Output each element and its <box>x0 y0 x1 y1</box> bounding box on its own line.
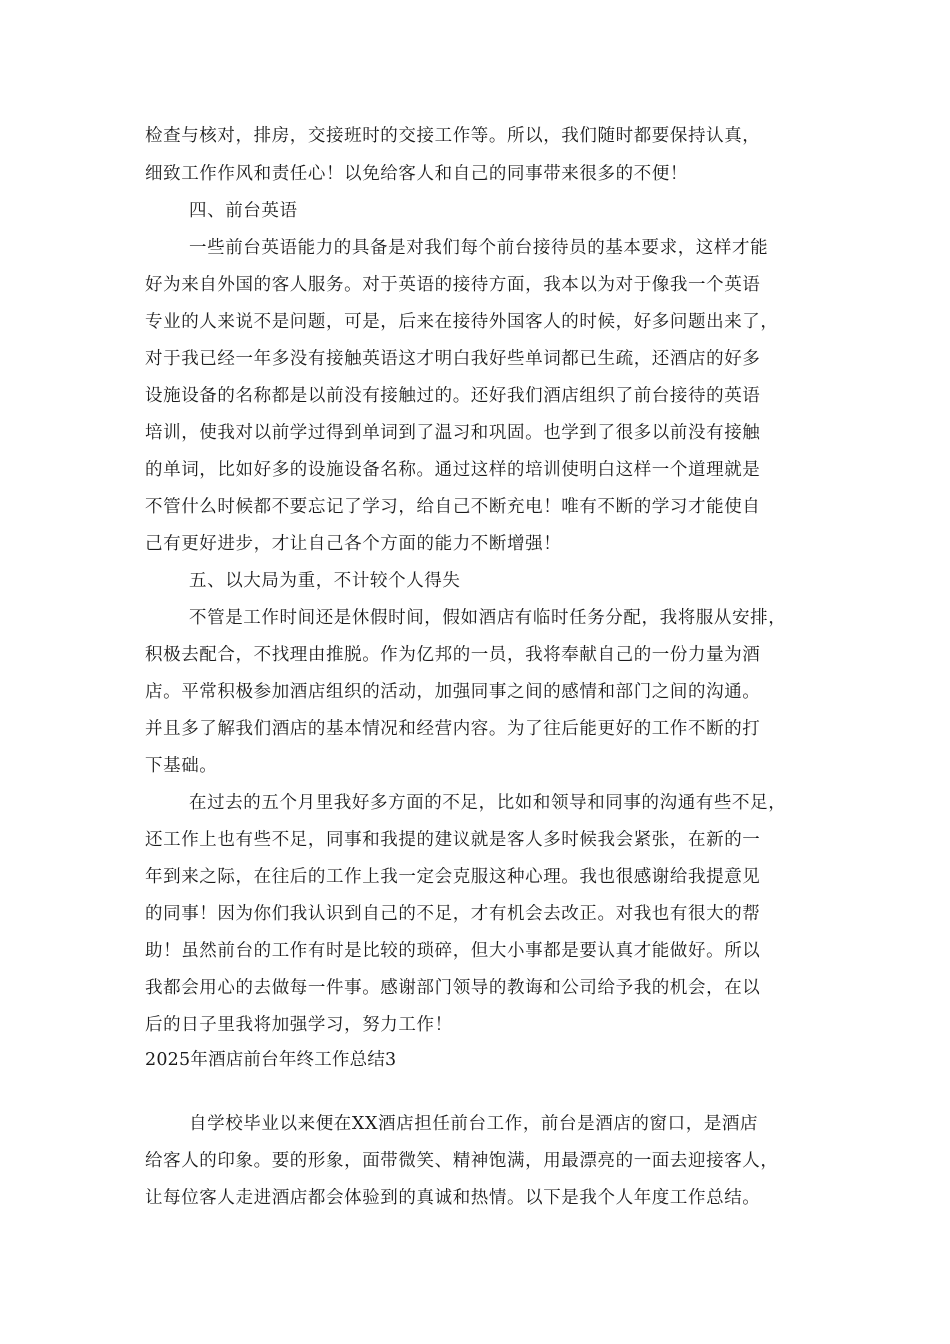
body-text-line: 不管什么时候都不要忘记了学习，给自己不断充电！唯有不断的学习才能使自 <box>145 497 761 517</box>
body-text-line: 不管是工作时间还是休假时间，假如酒店有临时任务分配，我将服从安排， <box>189 608 787 628</box>
body-text-line: 检查与核对，排房，交接班时的交接工作等。所以，我们随时都要保持认真， <box>145 126 761 146</box>
body-text-line: 并且多了解我们酒店的基本情况和经营内容。为了往后能更好的工作不断的打 <box>145 719 761 739</box>
body-text-line: 下基础。 <box>145 756 218 776</box>
body-text-line: 后的日子里我将加强学习，努力工作！ <box>145 1015 453 1035</box>
body-text-line: 还工作上也有些不足，同事和我提的建议就是客人多时候我会紧张，在新的一 <box>145 830 761 850</box>
body-text-line: 助！虽然前台的工作有时是比较的琐碎，但大小事都是要认真才能做好。所以 <box>145 941 761 961</box>
body-text-line: 好为来自外国的客人服务。对于英语的接待方面，我本以为对于像我一个英语 <box>145 275 761 295</box>
body-text-line: 店。平常积极参加酒店组织的活动，加强同事之间的感情和部门之间的沟通。 <box>145 682 761 702</box>
body-text-line: 一些前台英语能力的具备是对我们每个前台接待员的基本要求，这样才能 <box>189 238 769 258</box>
section-heading: 五、以大局为重，不计较个人得失 <box>189 571 461 591</box>
body-text-line: 年到来之际，在往后的工作上我一定会克服这种心理。我也很感谢给我提意见 <box>145 867 761 887</box>
body-text-line: 在过去的五个月里我好多方面的不足，比如和领导和同事的沟通有些不足， <box>189 793 787 813</box>
body-text-line: 自学校毕业以来便在XX酒店担任前台工作，前台是酒店的窗口，是酒店 <box>189 1114 759 1134</box>
body-text-line: 我都会用心的去做每一件事。感谢部门领导的教诲和公司给予我的机会，在以 <box>145 978 761 998</box>
body-text-line: 的同事！因为你们我认识到自己的不足，才有机会去改正。对我也有很大的帮 <box>145 904 761 924</box>
body-text-line: 己有更好进步，才让自己各个方面的能力不断增强！ <box>145 534 562 554</box>
body-text-line: 给客人的印象。要的形象，面带微笑、精神饱满，用最漂亮的一面去迎接客人， <box>145 1151 779 1171</box>
body-text-line: 积极去配合，不找理由推脱。作为亿邦的一员，我将奉献自己的一份力量为酒 <box>145 645 761 665</box>
body-text-line: 对于我已经一年多没有接触英语这才明白我好些单词都已生疏，还酒店的好多 <box>145 349 761 369</box>
body-text-line: 让每位客人走进酒店都会体验到的真诚和热情。以下是我个人年度工作总结。 <box>145 1188 761 1208</box>
body-text-line: 的单词，比如好多的设施设备名称。通过这样的培训使明白这样一个道理就是 <box>145 460 761 480</box>
section-heading: 四、前台英语 <box>189 201 298 221</box>
document-subtitle: 2025年酒店前台年终工作总结3 <box>145 1050 397 1070</box>
body-text-line: 专业的人来说不是问题，可是，后来在接待外国客人的时候，好多问题出来了， <box>145 312 779 332</box>
body-text-line: 设施设备的名称都是以前没有接触过的。还好我们酒店组织了前台接待的英语 <box>145 386 761 406</box>
body-text-line: 细致工作作风和责任心！以免给客人和自己的同事带来很多的不便！ <box>145 164 688 184</box>
body-text-line: 培训，使我对以前学过得到单词到了温习和巩固。也学到了很多以前没有接触 <box>145 423 761 443</box>
